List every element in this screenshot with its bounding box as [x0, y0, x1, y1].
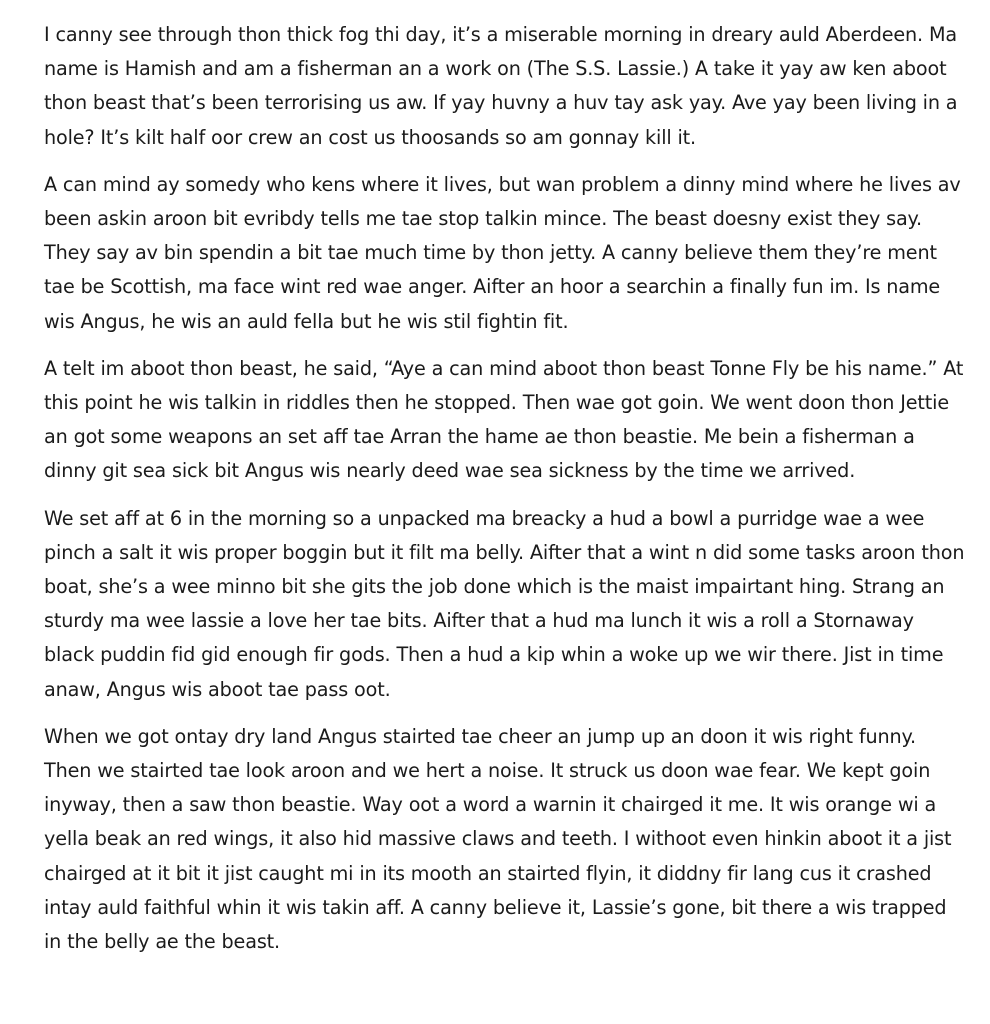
paragraph-4: We set aff at 6 in the morning so a unpacked ma breacky a hud a bowl a purridge wae a wee pinch a salt it wis proper boggin but it filt ma belly. Aifter that a wint n did some tasks aroon thon boat, she’s a wee minno bit she gits the job done which is the maist impairtant hing. Strang an sturdy ma wee lassie a love her tae bits. Aifter that a hud ma lunch it wis a roll a Stornaway black puddin fid gid enough fir gods. Then a hud a kip whin a woke up we wir there. Jist in time anaw, Angus wis aboot tae pass oot.: [44, 506, 965, 701]
paragraph-3: A telt im aboot thon beast, he said, “Aye a can mind aboot thon beast Tonne Fly be his name.” At this point he wis talkin in riddles then he stopped. Then wae got goin. We went doon thon Jettie an got some weapons an set aff tae Arran the hame ae thon beastie. Me bein a fisherman a dinny git sea sick bit Angus wis nearly deed wae sea sickness by the time we arrived.: [44, 356, 964, 483]
paragraph-5: When we got ontay dry land Angus stairted tae cheer an jump up an doon it wis right funny. Then we stairted tae look aroon and we hert a noise. It struck us doon wae fear. We kept goin inyway, then a saw thon beastie. Way oot a word a warnin it chairged it me. It wis orange wi a yella beak an red wings, it also hid massive claws and teeth. I withoot even hinkin aboot it a jist chairged at it bit it jist caught mi in its mooth an stairted flyin, it diddny fir lang cus it crashed intay auld faithful whin it wis takin aff. A canny believe it, Lassie’s gone, bit there a wis trapped in the belly ae the beast.: [44, 724, 952, 954]
story-text: [44, 18, 969, 959]
paragraph-2: A can mind ay somedy who kens where it lives, but wan problem a dinny mind where he lives av been askin aroon bit evribdy tells me tae stop talkin mince. The beast doesny exist they say. They say av bin spendin a bit tae much time by thon jetty. A canny believe them they’re ment tae be Scottish, ma face wint red wae anger. Aifter an hoor a searchin a finally fun im. Is name wis Angus, he wis an auld fella but he wis stil fightin fit.: [44, 172, 961, 333]
paragraph-1: I canny see through thon thick fog thi day, it’s a miserable morning in dreary auld Aberdeen. Ma name is Hamish and am a fisherman an a work on (The S.S. Lassie.) A take it yay aw ken aboot thon beast that’s been terrorising us aw. If yay huvny a huv tay ask yay. Ave yay been living in a hole? It’s kilt half oor crew an cost us thoosands so am gonnay kill it.: [44, 23, 958, 149]
